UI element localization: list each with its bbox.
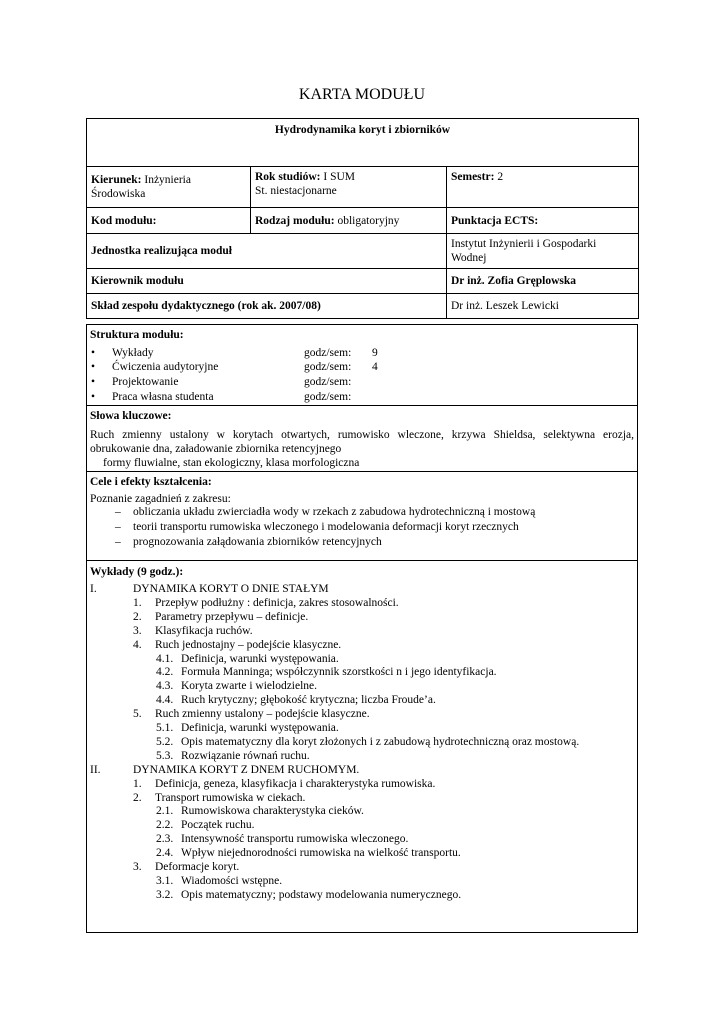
lecture-item-text: Przepływ podłużny : definicja, zakres stosowalności. [155, 596, 399, 609]
struktura-item-unit: godz/sem: [304, 361, 352, 373]
lecture-item-text: DYNAMIKA KORYT O DNIE STAŁYM [133, 583, 329, 595]
lecture-item-number: 2. [133, 610, 142, 623]
lecture-item-number: 5.2. [156, 735, 174, 748]
lecture-item-number: 2.1. [156, 805, 174, 818]
sklad-label: Skład zespołu dydaktycznego (rok ak. 2007/08) [87, 294, 447, 319]
lecture-item-text: Rumowiskowa charakterystyka cieków. [181, 805, 364, 818]
lecture-item-number: 1. [133, 777, 142, 790]
struktura-item-label: • Ćwiczenia audytoryjne [112, 360, 218, 374]
lecture-item-number: 1. [133, 596, 142, 609]
keywords-line: obrukowanie dna, załadowanie zbiornika retencyjnego [90, 443, 342, 455]
lecture-item-number: II. [90, 763, 101, 776]
lecture-item-text: Ruch krytyczny; głębokość krytyczna; liczba Froude’a. [181, 694, 436, 707]
struktura-item-label: • Wykłady [112, 346, 153, 360]
lecture-item-text: Deformacje koryt. [155, 861, 240, 873]
keywords-line: formy fluwialne, stan ekologiczny, klasa morfologiczna [103, 457, 360, 469]
cele-heading: Cele i efekty kształcenia: [90, 476, 212, 488]
kierownik-value: Dr inż. Zofia Gręplowska [447, 269, 639, 294]
lecture-item-text: Wiadomości wstępne. [181, 874, 283, 887]
kierunek-cell: Kierunek: Inżynieria Środowiska [87, 167, 251, 208]
lecture-item-text: Wpływ niejednorodności rumowiska na wielkość transportu. [181, 847, 461, 860]
module-name: Hydrodynamika koryt i zbiorników [87, 119, 639, 167]
lecture-item-number: I. [90, 583, 97, 595]
jednostka-label: Jednostka realizująca moduł [87, 234, 447, 269]
struktura-item-value: 4 [372, 361, 378, 373]
lecture-item-number: 5.3. [156, 749, 174, 762]
wyklady-heading: Wykłady (9 godz.): [90, 566, 184, 578]
struktura-item-unit: godz/sem: [304, 376, 352, 388]
cele-item: – prognozowania załądowania zbiorników retencyjnych [133, 535, 382, 549]
lecture-item-number: 2. [133, 791, 142, 804]
keywords-line: Ruch zmienny ustalony w korytach otwartych, rumowisko wleczone, krzywa Shieldsa, selektywna erozja, [90, 429, 634, 441]
sklad-value: Dr inż. Leszek Lewicki [447, 294, 639, 319]
lecture-item-text: Opis matematyczny; podstawy modelowania numerycznego. [181, 888, 462, 901]
lecture-item-number: 3. [133, 861, 142, 873]
document-title: KARTA MODUŁU [298, 86, 426, 103]
lecture-item-number: 3. [133, 624, 142, 637]
rok-studiow-cell: Rok studiów: I SUM St. niestacjonarne [251, 167, 447, 208]
lecture-item-number: 4. [133, 638, 142, 651]
struktura-item-label: • Projektowanie [112, 375, 178, 389]
cele-item: – teorii transportu rumowiska wleczonego i modelowania deformacji koryt rzecznych [133, 520, 519, 534]
ects-cell: Punktacja ECTS: [447, 208, 639, 234]
lecture-item-text: Intensywność transportu rumowiska wleczonego. [181, 833, 409, 846]
struktura-item-unit: godz/sem: [304, 391, 352, 403]
lecture-item-number: 4.3. [156, 680, 174, 693]
lecture-item-text: Rozwiązanie równań ruchu. [181, 749, 310, 762]
lecture-item-text: Koryta zwarte i wielodzielne. [181, 680, 318, 693]
lecture-item-number: 3.1. [156, 874, 174, 887]
lecture-item-number: 2.2. [156, 819, 174, 832]
rodzaj-modulu-cell: Rodzaj modułu: obligatoryjny [251, 208, 447, 234]
lecture-item-number: 3.2. [156, 888, 174, 901]
lecture-item-number: 4.1. [156, 652, 174, 665]
lecture-item-text: Początek ruchu. [181, 819, 255, 832]
jednostka-value: Instytut Inżynierii i Gospodarki Wodnej [447, 234, 639, 269]
cele-intro: Poznanie zagadnień z zakresu: [90, 493, 231, 505]
lecture-item-text: Formuła Manninga; współczynnik szorstkości n i jego identyfikacja. [181, 666, 497, 679]
lecture-item-text: Definicja, geneza, klasyfikacja i charakterystyka rumowiska. [155, 777, 436, 790]
lecture-item-text: Transport rumowiska w ciekach. [155, 791, 306, 804]
lecture-item-number: 4.4. [156, 694, 174, 707]
kierownik-label: Kierownik modułu [87, 269, 447, 294]
lecture-item-text: Ruch jednostajny – podejście klasyczne. [155, 638, 342, 651]
lecture-item-number: 2.3. [156, 833, 174, 846]
struktura-heading: Struktura modułu: [90, 329, 184, 341]
lecture-item-text: Definicja, warunki występowania. [181, 652, 339, 665]
lecture-item-number: 5.1. [156, 722, 174, 734]
divider [86, 405, 638, 406]
lecture-item-text: Opis matematyczny dla koryt złożonych i z zabudową hydrotechniczną oraz mostową. [181, 735, 580, 748]
lecture-item-number: 5. [133, 708, 142, 721]
divider [86, 471, 638, 472]
struktura-item-value: 9 [372, 347, 378, 359]
divider [86, 560, 638, 561]
lecture-item-number: 4.2. [156, 666, 174, 679]
semestr-cell: Semestr: 2 [447, 167, 639, 208]
kod-modulu-cell: Kod modułu: [87, 208, 251, 234]
lecture-item-text: Definicja, warunki występowania. [181, 722, 339, 734]
lecture-item-text: Parametry przepływu – definicje. [155, 610, 309, 623]
struktura-item-unit: godz/sem: [304, 347, 352, 359]
lecture-item-text: Ruch zmienny ustalony – podejście klasyczne. [155, 708, 370, 721]
lecture-item-text: DYNAMIKA KORYT Z DNEM RUCHOMYM. [133, 763, 360, 776]
module-header-table [86, 118, 639, 319]
cele-item: – obliczania układu zwierciadła wody w rzekach z zabudowa hydrotechniczną i mostową [133, 505, 535, 519]
struktura-item-label: • Praca własna studenta [112, 390, 214, 404]
lecture-item-number: 2.4. [156, 847, 174, 860]
lecture-item-text: Klasyfikacja ruchów. [155, 624, 253, 637]
slowa-heading: Słowa kluczowe: [90, 410, 172, 422]
